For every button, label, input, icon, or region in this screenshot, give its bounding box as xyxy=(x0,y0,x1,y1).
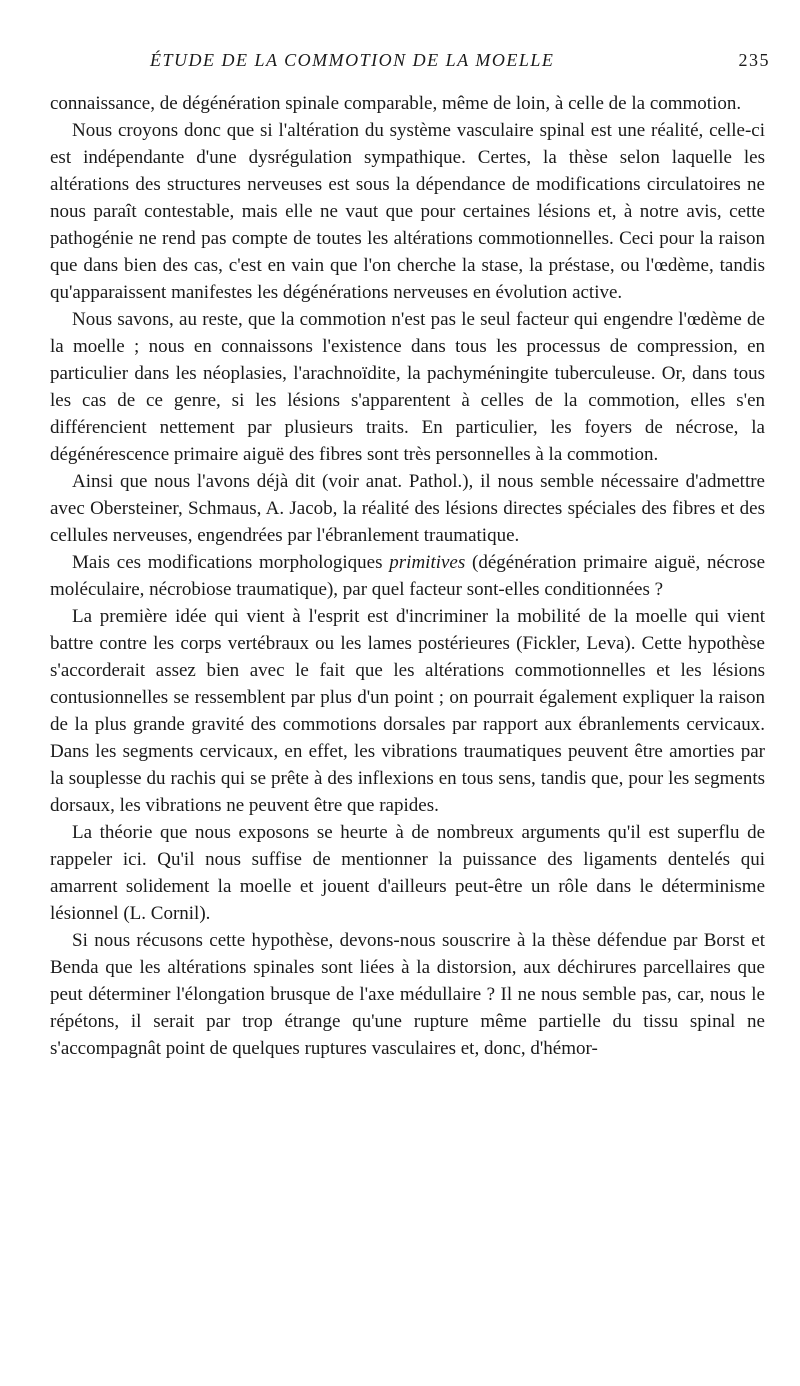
paragraph: Nous savons, au reste, que la commotion n'est pas le seul facteur qui engendre l'œdème de la moelle ; nous en connaissons l'existence dans tous les processus de compression, en particulier dans les néoplasies, l'arachnoïdite, la pachyméningite tuberculeuse. Or, dans tous les cas de ce genre, si les lésions s'apparentent à celles de la commotion, elles s'en différencient nettement par plusieurs traits. En particulier, les foyers de nécrose, la dégénérescence primaire aiguë des fibres sont très personnelles à la commotion. xyxy=(50,309,765,465)
paragraph: La théorie que nous exposons se heurte à de nombreux arguments qu'il est superflu de rappeler ici. Qu'il nous suffise de mentionner la puissance des ligaments dentelés qui amarrent solidement la moelle et jouent d'ailleurs peut-être un rôle dans le déterminisme lésionnel (L. Cornil). xyxy=(50,822,765,924)
paragraph xyxy=(50,549,765,603)
paragraph: Si nous récusons cette hypothèse, devons-nous souscrire à la thèse défendue par Borst et Benda que les altérations spinales sont liées à la distorsion, aux déchirures parcellaires que peut déterminer l'élongation brusque de l'axe médullaire ? Il ne nous semble pas, car, nous le répétons, il serait par trop étrange qu'une rupture même partielle du tissu spinal ne s'accompagnât point de quelques ruptures vasculaires et, donc, d'hémor- xyxy=(50,930,765,1059)
paragraph-text: (dégénération primaire aiguë, nécrose moléculaire, nécrobiose traumatique), par quel facteur sont-elles conditionnées ? xyxy=(50,552,766,600)
body-text xyxy=(50,90,765,1062)
paragraph: Nous croyons donc que si l'altération du système vasculaire spinal est une réalité, celle-ci est indépendante d'une dysrégulation sympathique. Certes, la thèse selon laquelle les altérations des structures nerveuses est sous la dépendance de modifications circulatoires ne nous paraît contestable, mais elle ne vaut que pour certaines lésions et, à notre avis, cette pathogénie ne rend pas compte de toutes les altérations commotionnelles. Ceci pour la raison que dans bien des cas, c'est en vain que l'on cherche la stase, la préstase, ou l'œdème, tandis qu'apparaissent manifestes les dégénérations nerveuses en évolution active. xyxy=(50,120,765,303)
paragraph-text: Mais ces modifications morphologiques xyxy=(72,552,390,573)
paragraph: connaissance, de dégénération spinale comparable, même de loin, à celle de la commotion. xyxy=(50,93,742,114)
paragraph: Ainsi que nous l'avons déjà dit (voir anat. Pathol.), il nous semble nécessaire d'admettre avec Obersteiner, Schmaus, A. Jacob, la réalité des lésions directes spéciales des fibres et des cellules nerveuses, engendrées par l'ébranlement traumatique. xyxy=(50,471,765,546)
page-number: 235 xyxy=(738,50,770,70)
running-header xyxy=(90,44,770,80)
emphasis-primitives: primitives xyxy=(389,552,466,573)
running-title: ÉTUDE DE LA COMMOTION DE LA MOELLE xyxy=(150,50,555,70)
paragraph: La première idée qui vient à l'esprit est d'incriminer la mobilité de la moelle qui vient battre contre les corps vertébraux ou les lames postérieures (Fickler, Leva). Cette hypothèse s'accorderait assez bien avec le fait que les altérations commotionnelles et les lésions contusionnelles se ressemblent par plus d'un point ; on pourrait également expliquer la raison de la plus grande gravité des commotions dorsales par rapport aux ébranlements cervicaux. Dans les segments cervicaux, en effet, les vibrations traumatiques peuvent être amorties par la souplesse du rachis qui se prête à des inflexions en tous sens, tandis que, pour les segments dorsaux, les vibrations ne peuvent être que rapides. xyxy=(50,606,765,816)
